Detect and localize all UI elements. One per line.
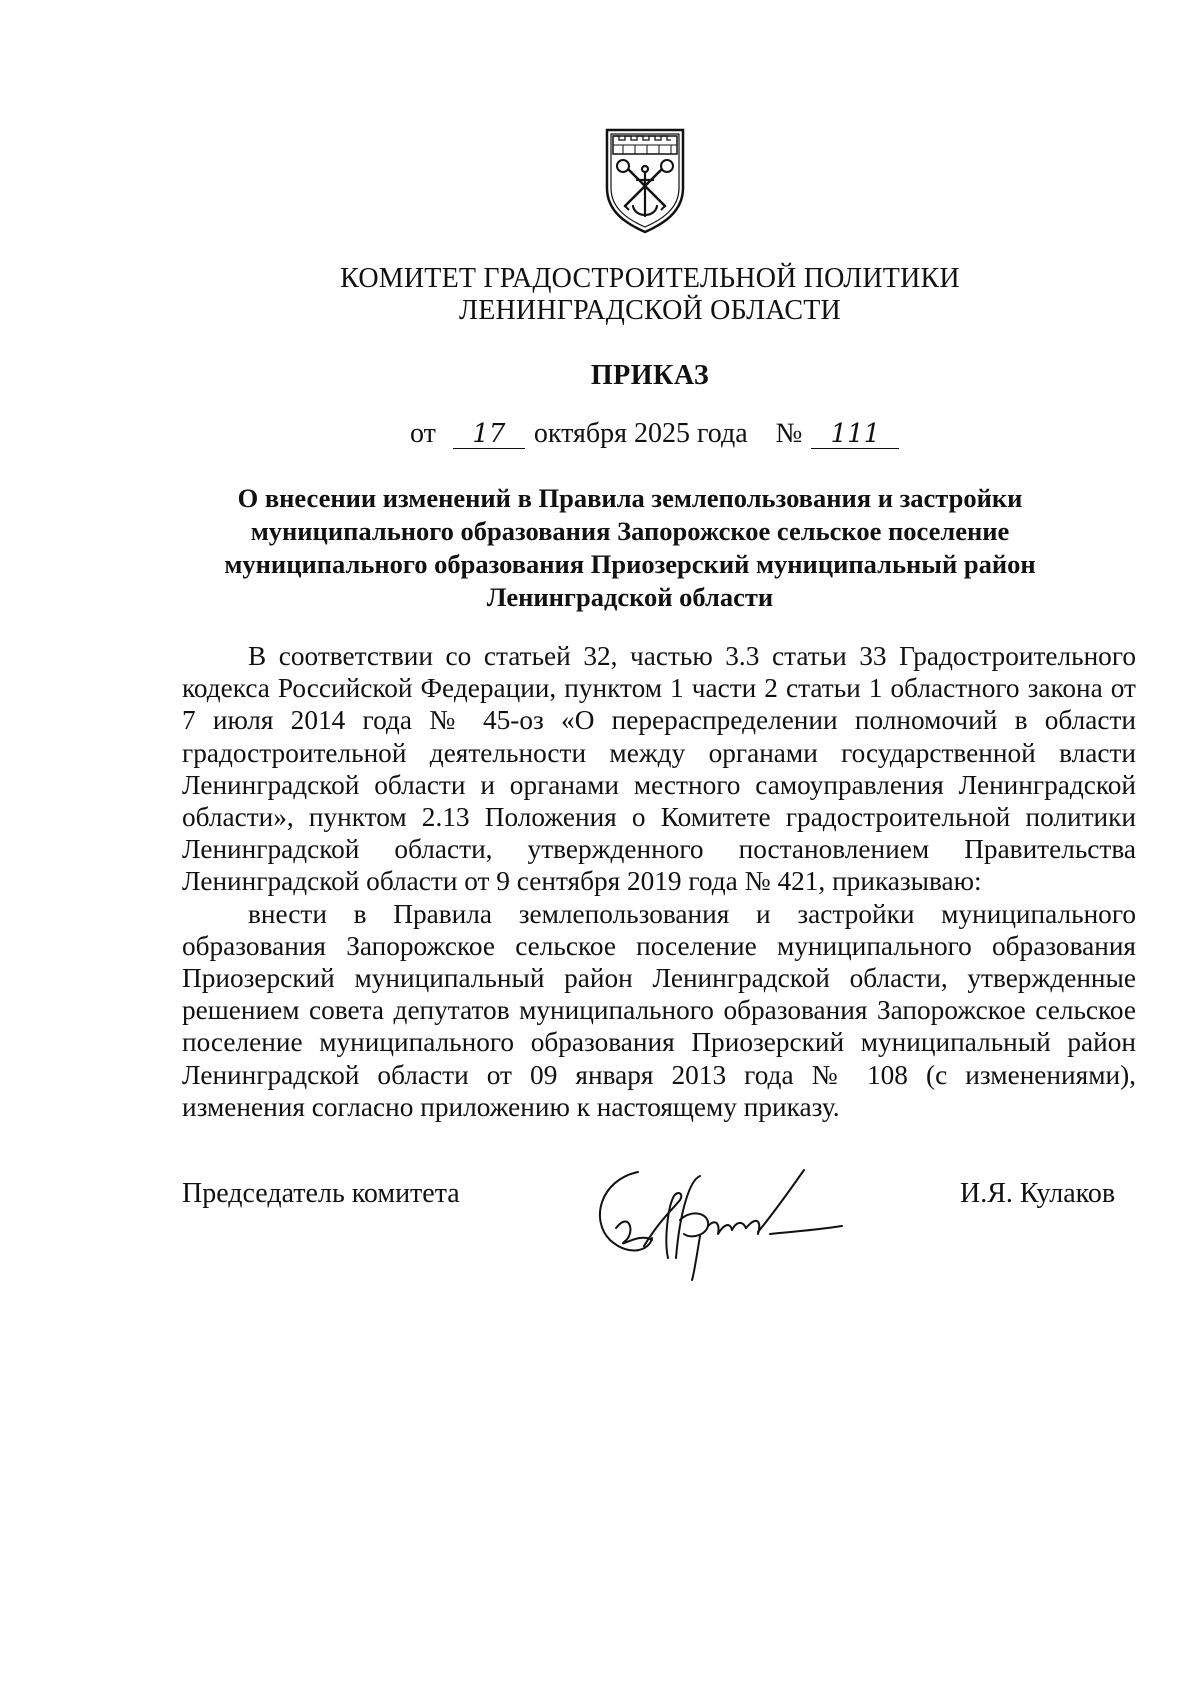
number-sign: № bbox=[775, 418, 803, 449]
body-paragraph-basis: В соответствии со статьей 32, частью 3.3 статьи 33 Градостроительного кодекса Российской Федерации, пунктом 1 части 2 статьи 1 областного закона от 7 июля 2014 года № 45-оз «О перераспределении полномочий в области градостроительной деятельности между органами государственной власти Ленинградской области и органами местного самоуправления Ленинградской области», пунктом 2.13 Положения о Комитете градостроительной политики Ленинградской области, утвержденного постановлением Правительства Ленинградской области от 9 сентября 2019 года № 421, приказываю: bbox=[182, 641, 1136, 897]
date-number-line bbox=[410, 418, 899, 450]
document-number-handwritten: 111 bbox=[811, 420, 899, 449]
handwritten-signature bbox=[580, 1150, 860, 1285]
signer-position: Председатель комитета bbox=[182, 1178, 460, 1209]
body-paragraph-order: внести в Правила землепользования и застройки муниципального образования Запорожское сельское поселение муниципального образования Приозерский муниципальный район Ленинградской области, утвержденные решением совета депутатов муниципального образования Запорожское сельское поселение муниципального образования Приозерский муниципальный район Ленинградской области от 09 января 2013 года № 108 (с изменениями), изменения согласно приложению к настоящему приказу. bbox=[182, 898, 1136, 1122]
date-prefix: от bbox=[410, 418, 436, 449]
organization-name-line2: ЛЕНИНГРАДСКОЙ ОБЛАСТИ bbox=[459, 295, 841, 326]
date-day-handwritten: 17 bbox=[453, 420, 525, 449]
organization-name-line1: КОМИТЕТ ГРАДОСТРОИТЕЛЬНОЙ ПОЛИТИКИ bbox=[340, 263, 960, 294]
coat-of-arms-icon bbox=[603, 126, 687, 234]
document-body bbox=[182, 640, 1136, 1123]
signer-name: И.Я. Кулаков bbox=[960, 1178, 1116, 1209]
date-month-year: октября 2025 года bbox=[533, 418, 748, 449]
document-type-heading: ПРИКАЗ bbox=[590, 360, 710, 391]
document-title: О внесении изменений в Правила землепользования и застройки муниципального образования Запорожское сельское поселение муниципального образования Приозерский муниципальный район Ленинградской области bbox=[224, 483, 1036, 612]
